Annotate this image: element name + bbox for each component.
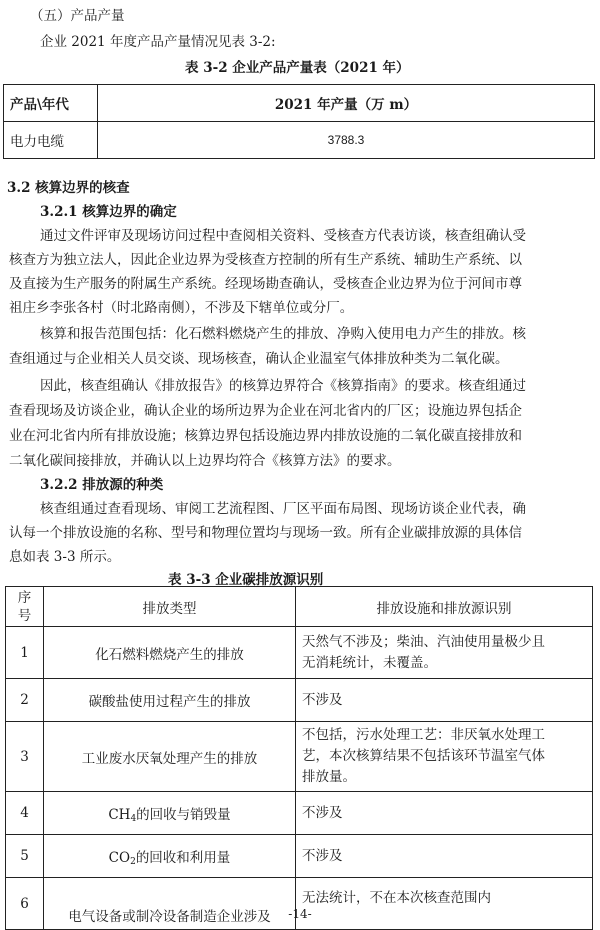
section-heading-product-output: （五）产品产量 [30,8,125,24]
table-row [6,792,593,835]
table-cell-type [44,792,296,835]
header-no-line: 序 [17,589,32,606]
product-output-table [3,84,595,159]
table-cell-type: 化石燃料燃烧产生的排放 [44,627,296,679]
table-header-cell: 产品\年代 [4,85,98,122]
table-header-cell [6,587,44,627]
emission-source-table [5,586,593,930]
section-intro-text: 企业 2021 年度产品产量情况见表 3-2: [40,34,276,50]
paragraph-line: 核查方为独立法人，因此企业边界为受核查方控制的所有生产系统、辅助生产系统、以 [9,252,522,268]
source-line: 不包括，污水处理工艺：非厌氧水处理工 [302,727,545,743]
table-cell-no: 1 [6,627,44,679]
paragraph-line: 查看现场及访谈企业，确认企业的场所边界为企业在河北省内的厂区；设施边界包括企 [9,403,522,419]
header-no-line: 号 [17,607,32,624]
section-heading-3-2-2: 3.2.2 排放源的种类 [40,477,164,493]
table-cell-type: 电气设备或制冷设备制造企业涉及 [44,878,296,930]
table-cell-type [44,835,296,878]
table-3-3-caption: 表 3-3 企业碳排放源识别 [168,572,324,588]
type-chem-prefix: CO [108,849,131,866]
section-heading-3-2: 3.2 核算边界的核查 [7,180,130,196]
table-header-cell: 排放设施和排放源识别 [296,587,593,627]
source-line: 艺，本次核算结果不包括该环节温室气体 [302,748,545,764]
table-row [6,878,593,930]
type-chem-subscript: 2 [130,856,136,867]
paragraph-line: 及直接为生产服务的附属生产系统。经现场勘查确认，受核查企业边界为位于河间市尊 [9,276,522,292]
paragraph-line: 业在河北省内所有排放设施；核算边界包括设施边界内排放设施的二氧化碳直接排放和 [9,428,522,444]
paragraph-line: 二氧化碳间接排放，并确认以上边界均符合《核算方法》的要求。 [9,453,401,469]
paragraph-line: 查组通过与企业相关人员交谈、现场核查，确认企业温室气体排放种类为二氧化碳。 [9,351,509,367]
paragraph-line: 通过文件评审及现场访问过程中查阅相关资料、受核查方代表访谈，核查组确认受 [40,228,526,244]
paragraph-line: 认每一个排放设施的名称、型号和物理位置均与现场一致。所有企业碳排放源的具体信 [9,525,522,541]
paragraph-line: 祖庄乡李张各村（时北路南侧），不涉及下辖单位或分厂。 [9,300,354,316]
table-header-cell: 2021 年产量（万 m） [98,85,595,122]
table-cell-source: 不涉及 [296,792,593,835]
table-row [4,122,595,159]
table-row [6,835,593,878]
table-cell-type: 工业废水厌氧处理产生的排放 [44,722,296,792]
table-cell-product: 电力电缆 [4,122,98,159]
paragraph-line: 因此，核查组确认《排放报告》的核算边界符合《核算指南》的要求。核查组通过 [40,378,526,394]
table-3-2-caption: 表 3-2 企业产品产量表（2021 年） [185,60,410,76]
table-header-row [4,85,595,122]
table-cell-no: 2 [6,679,44,722]
table-row [6,627,593,679]
table-header-cell: 排放类型 [44,587,296,627]
page-number: -14- [288,907,312,921]
source-line: 无消耗统计，未覆盖。 [302,654,437,671]
table-cell-source [296,627,593,679]
source-line: 天然气不涉及；柴油、汽油使用量极少且 [302,633,545,650]
table-cell-no: 3 [6,722,44,792]
source-line: 排放量。 [302,769,356,785]
table-cell-source: 无法统计，不在本次核查范围内 [296,878,593,930]
table-cell-type: 碳酸盐使用过程产生的排放 [44,679,296,722]
type-chem-prefix: CH [108,806,131,823]
table-row [6,722,593,792]
paragraph-line: 息如表 3-3 所示。 [9,549,121,565]
section-heading-3-2-1: 3.2.1 核算边界的确定 [40,204,177,220]
table-header-row [6,587,593,627]
type-chem-subscript: 4 [130,813,137,824]
table-cell-source [296,722,593,792]
type-chem-suffix: 的回收与销毁量 [136,806,231,823]
table-cell-value: 3788.3 [98,122,595,159]
table-cell-source: 不涉及 [296,679,593,722]
paragraph-line: 核查组通过查看现场、审阅工艺流程图、厂区平面布局图、现场访谈企业代表，确 [40,501,526,517]
table-cell-no: 4 [6,792,44,835]
type-chem-suffix: 的回收和利用量 [135,849,231,866]
table-cell-no: 5 [6,835,44,878]
table-cell-no: 6 [6,878,44,930]
table-cell-source: 不涉及 [296,835,593,878]
table-row [6,679,593,722]
paragraph-line: 核算和报告范围包括：化石燃料燃烧产生的排放、净购入使用电力产生的排放。核 [40,326,526,342]
